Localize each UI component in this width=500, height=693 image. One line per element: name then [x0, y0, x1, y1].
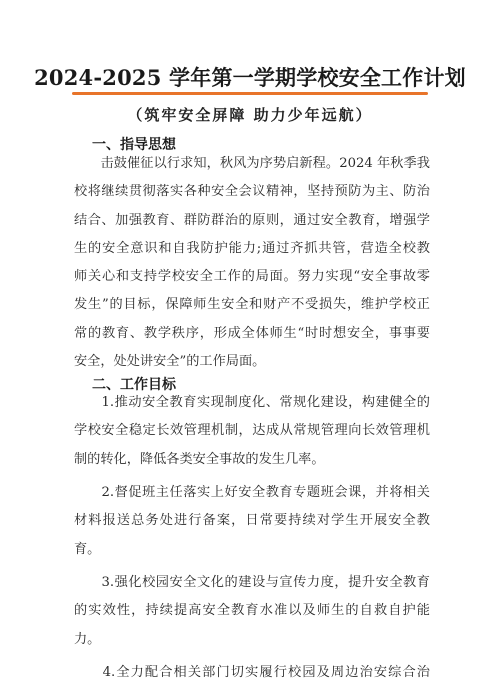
paragraph-line: 校将继续贯彻落实各种安全会议精神，坚持预防为主、防治: [74, 184, 430, 200]
paragraph-line: 1.推动安全教育实现制度化、常规化建设，构建健全的: [74, 395, 430, 410]
paragraph-line: 育。: [74, 541, 101, 557]
paragraph-line: 结合、加强教育、群防群治的原则，通过安全教育，增强学: [74, 212, 430, 228]
section-heading-guiding-ideology: 一、指导思想: [92, 137, 176, 153]
paragraph-line: 4.全力配合相关部门切实履行校园及周边治安综合治: [74, 665, 430, 680]
paragraph-line: 3.强化校园安全文化的建设与宣传力度，提升安全教育: [74, 575, 430, 590]
paragraph-line: 击鼓催征以行求知，秋风为序势启新程。2024 年秋季我: [74, 156, 430, 171]
paragraph-line: 材料报送总务处进行备案，日常要持续对学生开展安全教: [74, 513, 430, 529]
paragraph-line: 生的安全意识和自我防护能力;通过齐抓共管，营造全校教: [74, 240, 430, 256]
paragraph-goal-2: [74, 479, 430, 564]
document-subtitle: （筑牢安全屏障 助力少年远航）: [127, 106, 373, 124]
paragraph-line: 制的转化，降低各类安全事故的发生几率。: [74, 451, 325, 467]
paragraph-line: 学校安全稳定长效管理机制，达成从常规管理向长效管理机: [74, 423, 430, 439]
paragraph-line: 力。: [74, 631, 101, 647]
paragraph-goal-3: [74, 569, 430, 654]
document-title: 2024-2025 学年第一学期学校安全工作计划: [34, 65, 466, 90]
section-heading-work-goals: 二、工作目标: [92, 377, 176, 393]
paragraph-line: 安全，处处讲安全”的工作局面。: [74, 354, 266, 370]
paragraph-line: 师关心和支持学校安全工作的局面。努力实现“安全事故零: [74, 269, 430, 285]
paragraph-line: 的实效性，持续提高安全教育水准以及师生的自救自护能: [74, 603, 430, 619]
paragraph-goal-1: [74, 389, 430, 474]
title-underline-decoration: [72, 92, 428, 95]
paragraph-line: 常的教育、教学秩序，形成全体师生“时时想安全，事事要: [74, 325, 430, 341]
paragraph-goal-4: [74, 659, 430, 687]
paragraph-line: 2.督促班主任落实上好安全教育专题班会课，并将相关: [74, 485, 430, 500]
paragraph-guiding-ideology: [74, 150, 430, 376]
paragraph-line: 发生”的目标，保障师生安全和财产不受损失，维护学校正: [74, 297, 430, 313]
